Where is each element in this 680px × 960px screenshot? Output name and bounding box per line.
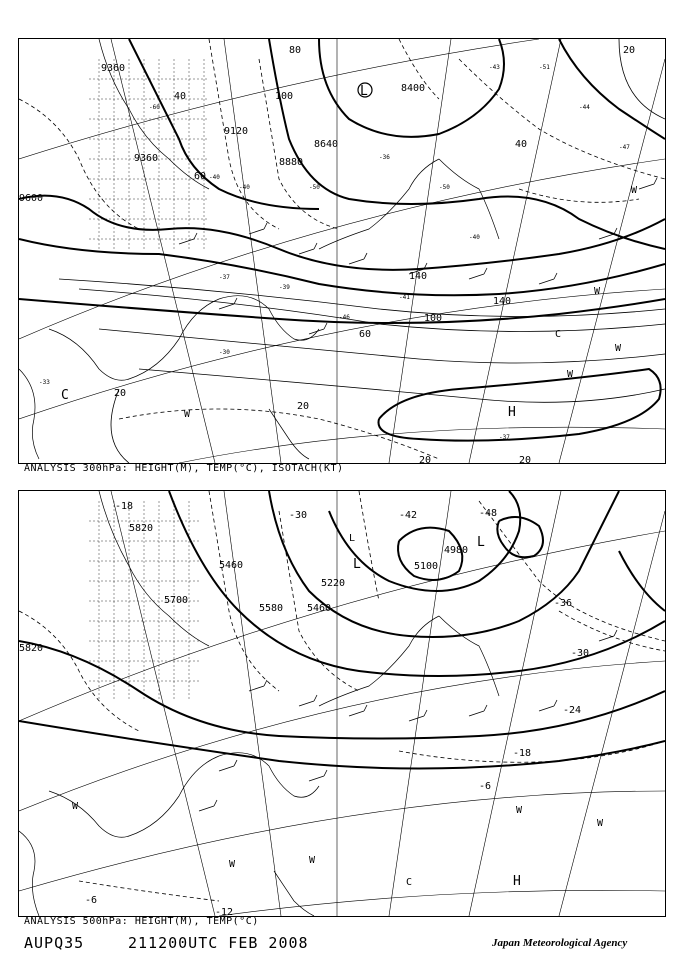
temp-label: -30 [219,349,230,356]
warm-center: W [615,343,622,354]
chart-panel-300hpa [18,38,666,464]
isotach-label: 140 [493,296,512,307]
low-center: L [360,84,368,99]
temp-label: -36 [554,598,573,609]
temp-label: -48 [479,508,498,519]
temp-label: -60 [149,104,160,111]
temp-label: -47 [619,144,630,151]
temp-label: -18 [513,748,532,759]
isotach-label: 60 [194,171,207,182]
map-500hpa [19,491,665,916]
isotach-label: 20 [114,388,127,399]
isotach-label: 80 [289,45,302,56]
isotach-label: 20 [623,45,636,56]
temp-label: -6 [479,781,492,792]
agency-name: Japan Meteorological Agency [492,937,628,949]
warm-center: W [229,859,236,870]
isotach-label: 20 [519,455,532,463]
warm-center: W [72,801,79,812]
temp-label: -40 [209,174,220,181]
height-contours [19,39,665,441]
temp-label: -43 [489,64,500,71]
coastline [19,39,499,459]
temp-label: -46 [339,314,350,321]
coastline [19,491,499,916]
height-label: 9360 [134,153,159,164]
height-label: 5820 [129,523,154,534]
temp-label: -44 [579,104,590,111]
caption-300hpa: ANALYSIS 300hPa: HEIGHT(M), TEMP(°C), ISOTACH(KT) [24,463,344,474]
high-center: H [508,405,516,420]
temp-label: -37 [499,434,510,441]
isotach-label: 60 [359,329,372,340]
temp-label: -39 [279,284,290,291]
temp-label: -24 [563,705,582,716]
low-center: L [353,557,361,572]
temp-label: -40 [469,234,480,241]
temp-label: -41 [399,294,410,301]
warm-center: W [631,185,638,196]
low-center: L [349,533,356,544]
warm-center: W [594,286,601,297]
caption-500hpa: ANALYSIS 500hPa: HEIGHT(M), TEMP(°C) [24,916,259,927]
warm-center: W [567,369,574,380]
map-300hpa [19,39,665,463]
isotach-label: 100 [275,91,294,102]
height-label: 5580 [259,603,284,614]
height-label: 8640 [314,139,339,150]
height-label: 8400 [401,83,426,94]
height-label: 5100 [414,561,439,572]
cold-center: C [555,329,562,340]
high-center: H [513,874,521,889]
graticule [19,491,665,916]
temp-label: -33 [39,379,50,386]
cold-center: C [61,388,69,403]
temp-label: -18 [115,501,134,512]
height-contours [19,491,665,769]
temp-label: -37 [219,274,230,281]
low-center: L [477,535,485,550]
warm-center: W [597,818,604,829]
height-label: 5700 [164,595,189,606]
height-label: 9600 [19,193,44,204]
warm-center: W [309,855,316,866]
height-label: 5820 [19,643,44,654]
height-label: 5220 [321,578,346,589]
isotach-label: 40 [174,91,187,102]
graticule [19,39,665,463]
temp-label: -42 [399,510,418,521]
isotach-label: 40 [515,139,528,150]
chart-panel-500hpa [18,490,666,917]
temp-label: -12 [215,907,234,916]
isotach-label: 20 [297,401,310,412]
isotach-label: 20 [419,455,432,463]
temp-label: -50 [439,184,450,191]
temp-label: -40 [239,184,250,191]
height-label: 9120 [224,126,249,137]
isotach-label: 140 [409,271,428,282]
temp-label: -36 [379,154,390,161]
temp-label: -30 [289,510,308,521]
warm-center: W [516,805,523,816]
valid-time: 211200UTC FEB 2008 [128,934,309,952]
warm-center: W [184,409,191,420]
chart-code: AUPQ35 [24,934,85,952]
temp-label: -50 [309,184,320,191]
height-label: 9360 [101,63,126,74]
temp-label: -6 [85,895,98,906]
height-label: 4980 [444,545,469,556]
temp-label: -30 [571,648,590,659]
temp-label: -51 [539,64,550,71]
cold-center: C [406,877,413,888]
isotach-label: 100 [424,313,443,324]
height-label: 5460 [307,603,332,614]
height-label: 5460 [219,560,244,571]
height-label: 8880 [279,157,304,168]
